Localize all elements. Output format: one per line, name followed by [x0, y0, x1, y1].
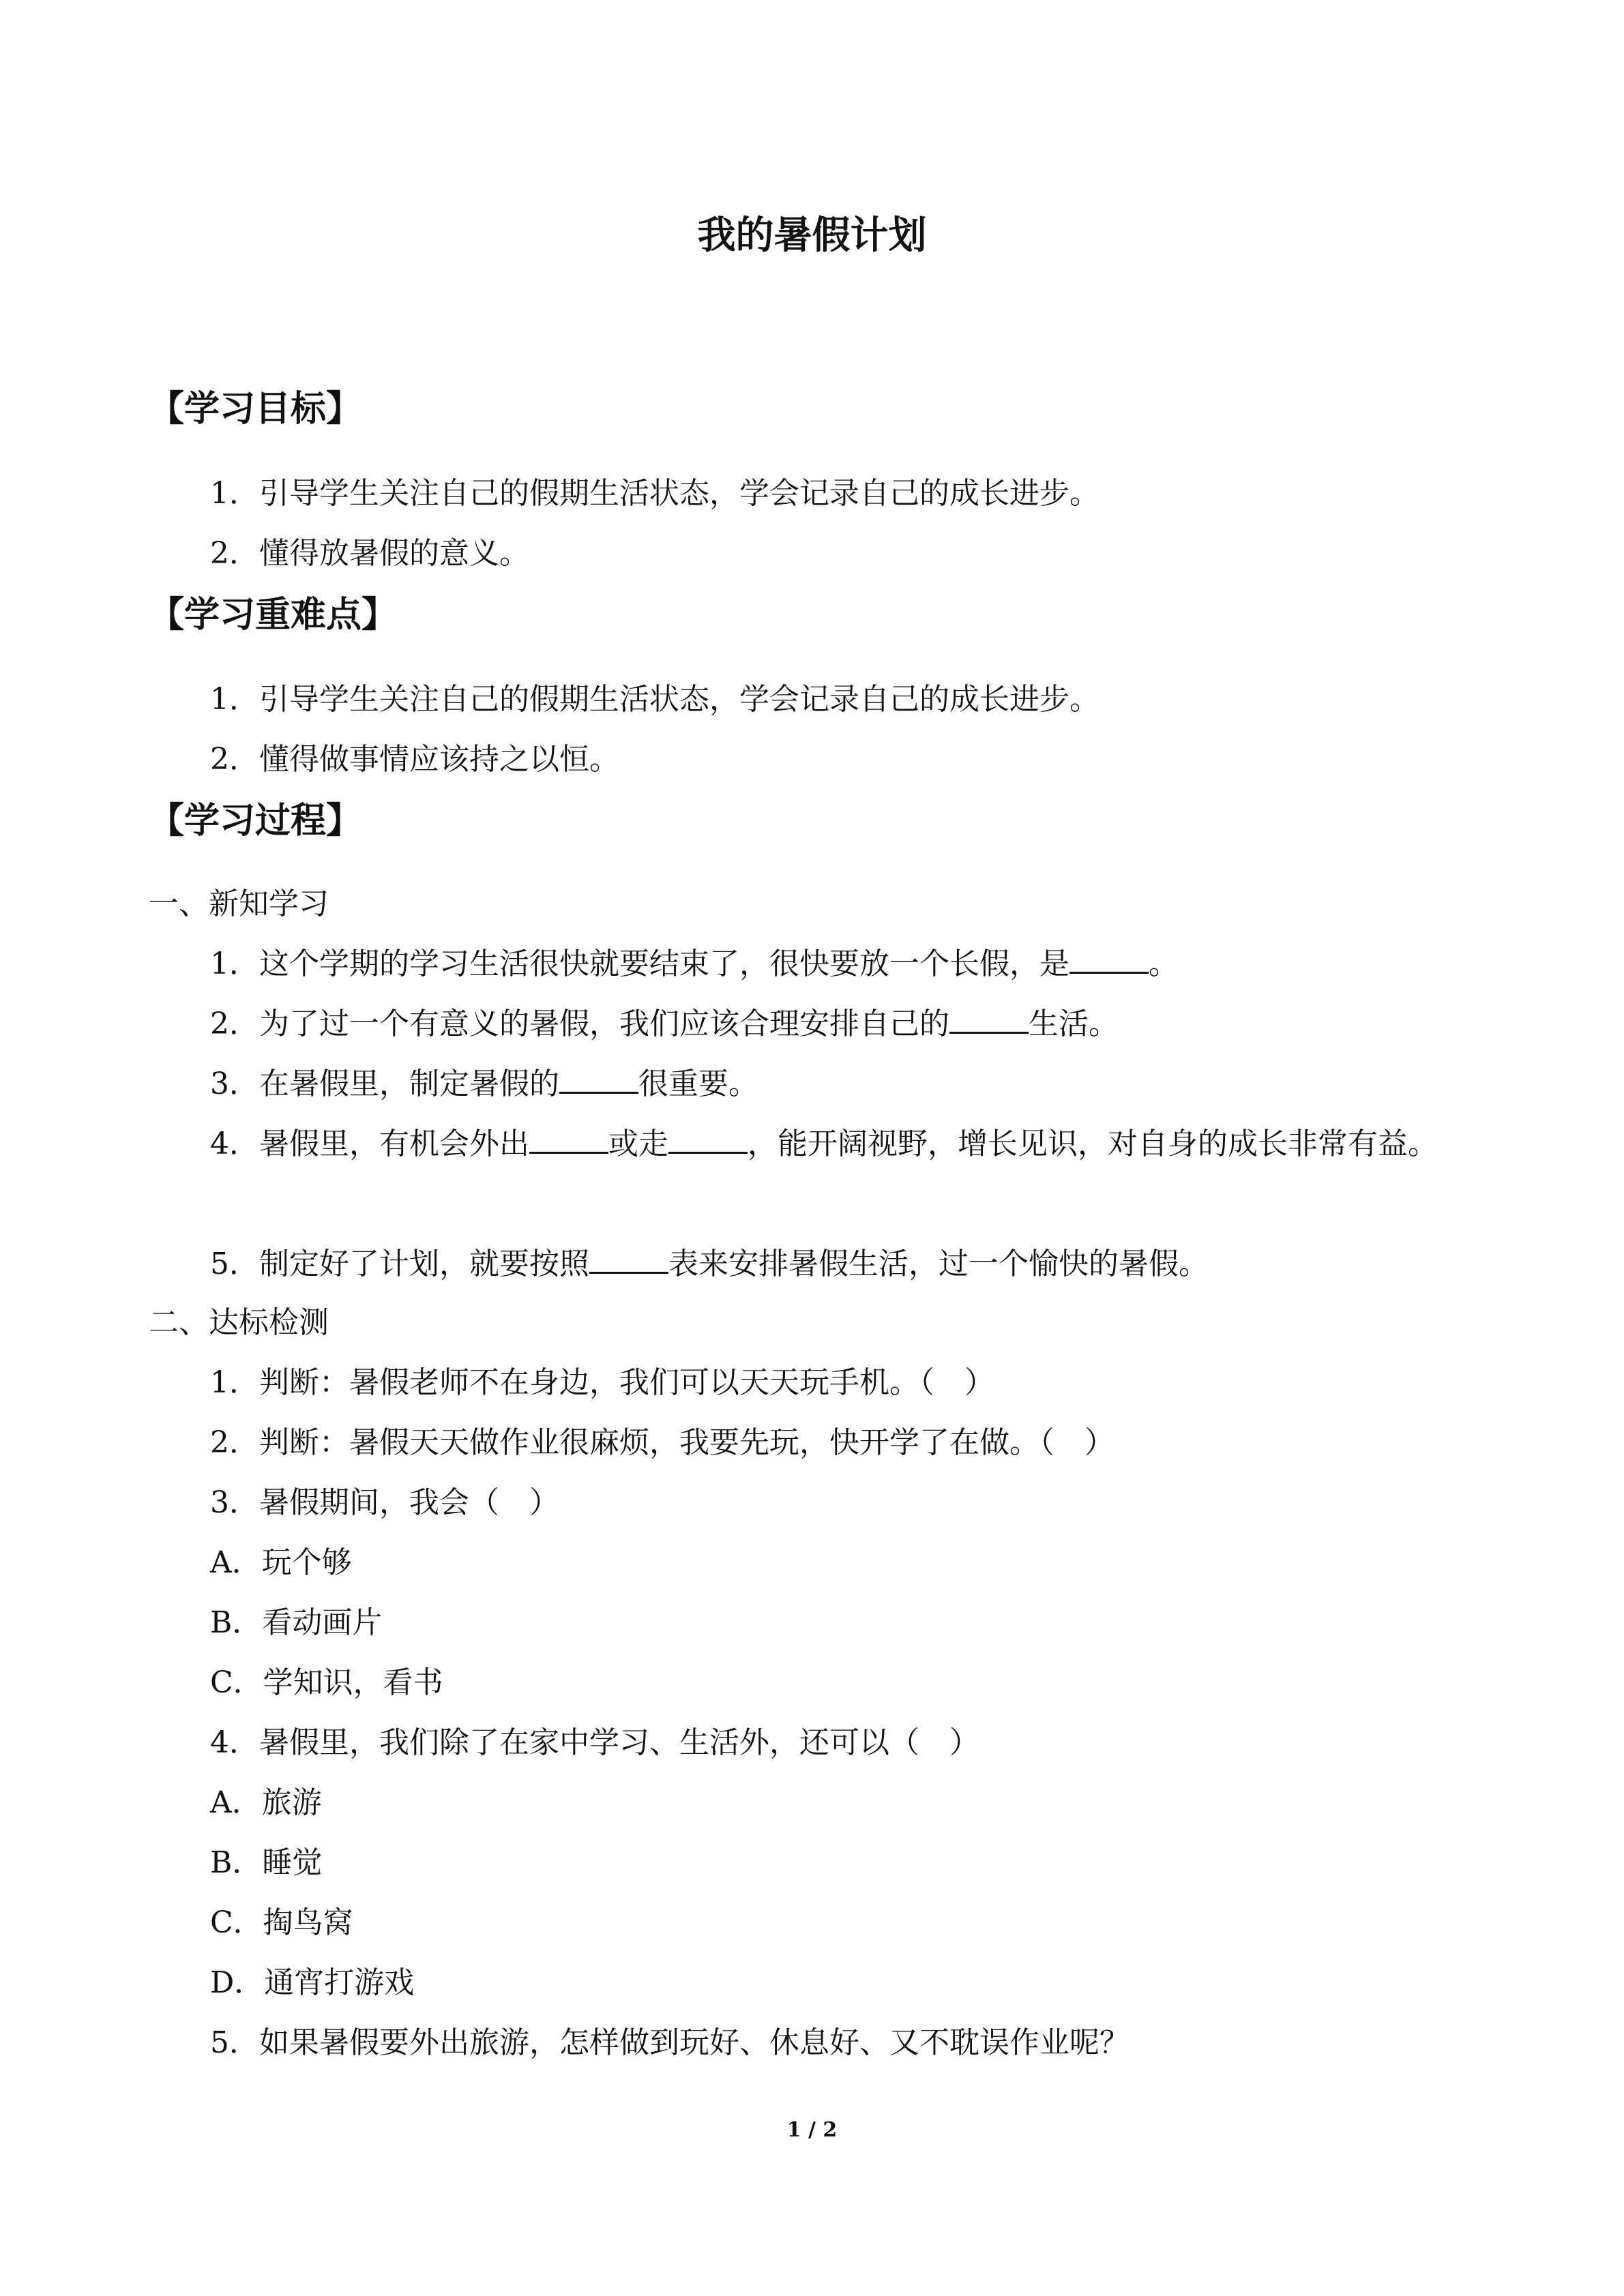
section-title: 二、达标检测 — [149, 1305, 329, 1340]
choice-option: A．旅游 — [210, 1785, 322, 1820]
question-text: 或走 — [608, 1127, 668, 1161]
choice-option: C．掏鸟窝 — [210, 1905, 353, 1940]
question-text: 很重要。 — [638, 1067, 758, 1101]
choice-option: B．睡觉 — [210, 1845, 323, 1880]
question-text: 5．制定好了计划，就要按照 — [210, 1247, 589, 1281]
open-question: 5．如果暑假要外出旅游，怎样做到玩好、休息好、又不耽误作业呢？ — [210, 2025, 1130, 2060]
fill-question — [210, 942, 1179, 986]
key-point-item: 1．引导学生关注自己的假期生活状态，学会记录自己的成长进步。 — [210, 682, 1099, 717]
judgement-question: 1．判断：暑假老师不在身边，我们可以天天玩手机。（ ） — [210, 1365, 994, 1400]
section-title: 一、新知学习 — [149, 886, 329, 921]
choice-option: A．玩个够 — [210, 1545, 352, 1580]
question-text: 生活。 — [1029, 1007, 1119, 1041]
choice-option: D．通宵打游戏 — [210, 1965, 415, 2000]
question-text: 4．暑假里，有机会外出 — [210, 1127, 529, 1161]
fill-question — [149, 1114, 1486, 1174]
question-text: 。 — [1149, 946, 1179, 981]
fill-question — [210, 1242, 1209, 1286]
choice-question-stem: 4．暑假里，我们除了在家中学习、生活外，还可以（ ） — [210, 1725, 979, 1760]
key-point-item: 2．懂得做事情应该持之以恒。 — [210, 742, 619, 777]
answer-blank — [668, 1127, 748, 1154]
choice-option: C．学知识，看书 — [210, 1665, 443, 1700]
process-heading: 【学习过程】 — [149, 801, 362, 841]
fill-question — [210, 1002, 1119, 1046]
answer-blank — [949, 1007, 1029, 1034]
objective-item: 1．引导学生关注自己的假期生活状态，学会记录自己的成长进步。 — [210, 476, 1099, 511]
answer-blank — [589, 1247, 668, 1274]
objective-item: 2．懂得放暑假的意义。 — [210, 536, 529, 571]
question-text: 2．为了过一个有意义的暑假，我们应该合理安排自己的 — [210, 1007, 949, 1041]
answer-blank — [529, 1127, 608, 1154]
choice-option: B．看动画片 — [210, 1605, 383, 1640]
question-text: 3．在暑假里，制定暑假的 — [210, 1067, 559, 1101]
page-number: 1 / 2 — [786, 2118, 838, 2142]
page-title: 我的暑假计划 — [697, 213, 927, 258]
answer-blank — [559, 1067, 638, 1094]
fill-question — [210, 1062, 758, 1106]
choice-question-stem: 3．暑假期间，我会（ ） — [210, 1485, 559, 1520]
question-text: ，能开阔视野，增长见识，对自身的成长非常有益。 — [748, 1127, 1438, 1161]
judgement-question: 2．判断：暑假天天做作业很麻烦，我要先玩，快开学了在做。（ ） — [210, 1425, 1114, 1460]
key-points-heading: 【学习重难点】 — [149, 595, 398, 636]
question-text: 1．这个学期的学习生活很快就要结束了，很快要放一个长假，是 — [210, 946, 1069, 981]
objectives-heading: 【学习目标】 — [149, 389, 362, 430]
question-text: 表来安排暑假生活，过一个愉快的暑假。 — [668, 1247, 1209, 1281]
answer-blank — [1069, 947, 1149, 974]
